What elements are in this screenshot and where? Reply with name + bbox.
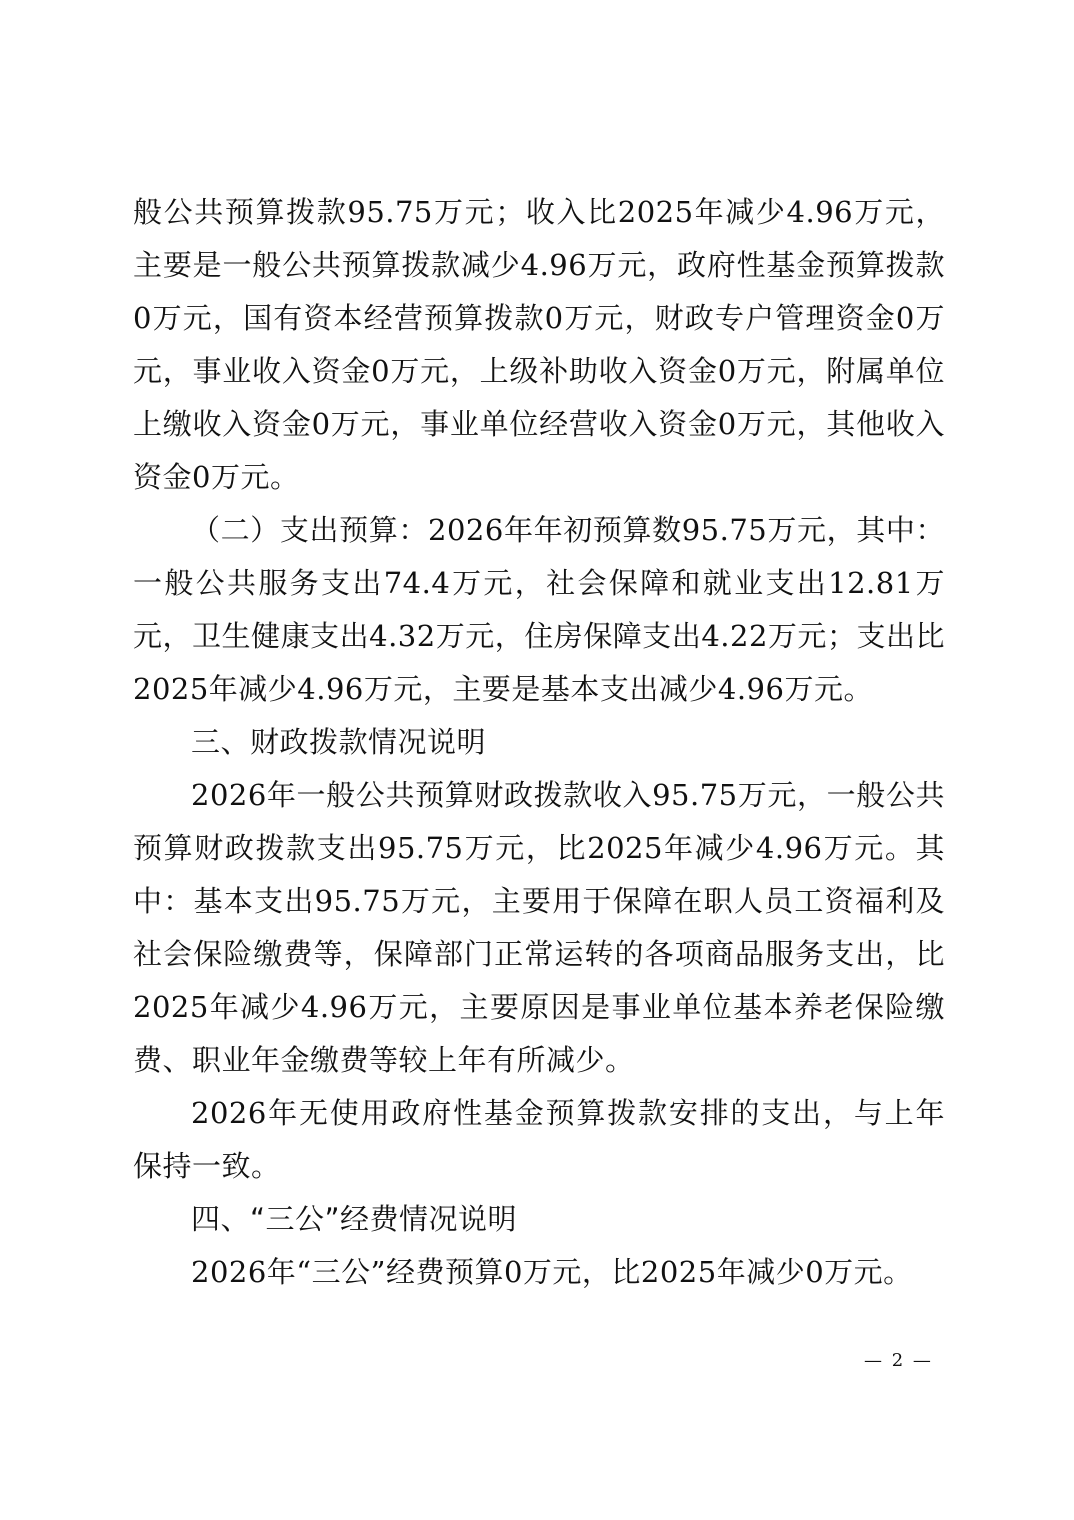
income-paragraph-continuation: 般公共预算拨款95.75万元；收入比2025年减少4.96万元，主要是一般公共预算拨款减少4.96万元，政府性基金预算拨款0万元，国有资本经营预算拨款0万元，财政专户管理资金0万元，事业收入资金0万元，上级补助收入资金0万元，附属单位上缴收入资金0万元，事业单位经营收入资金0万元，其他收入资金0万元。 xyxy=(133,195,945,494)
section-4-title: 四、“三公”经费情况说明 xyxy=(191,1202,518,1236)
expense-budget-text: ：2026年年初预算数95.75万元，其中：一般公共服务支出74.4万元，社会保障和就业支出12.81万元，卫生健康支出4.32万元，住房保障支出4.22万元；支出比2025年减少4.96万元，主要是基本支出减少4.96万元。 xyxy=(133,513,945,706)
page-number: — 2 — xyxy=(864,1350,933,1371)
section-3-paragraph-2: 2026年无使用政府性基金预算拨款安排的支出，与上年保持一致。 xyxy=(133,1096,945,1183)
section-3-paragraph-1: 2026年一般公共预算财政拨款收入95.75万元，一般公共预算财政拨款支出95.75万元，比2025年减少4.96万元。其中：基本支出95.75万元，主要用于保障在职人员工资福利及社会保险缴费等，保障部门正常运转的各项商品服务支出，比2025年减少4.96万元，主要原因是事业单位基本养老保险缴费、职业年金缴费等较上年有所减少。 xyxy=(133,778,945,1077)
section-4-paragraph-1: 2026年“三公”经费预算0万元，比2025年减少0万元。 xyxy=(191,1255,913,1289)
expense-budget-label: （二）支出预算 xyxy=(191,513,399,547)
section-3-title: 三、财政拨款情况说明 xyxy=(191,725,487,759)
expense-budget-paragraph xyxy=(133,504,945,716)
document-body xyxy=(133,186,945,1299)
